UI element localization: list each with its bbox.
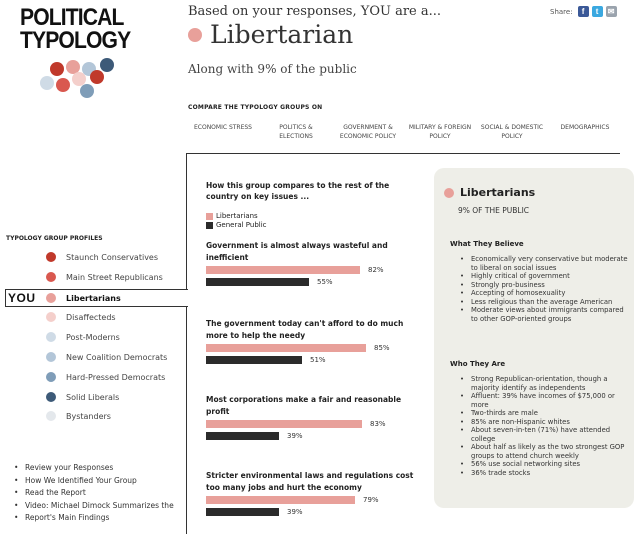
tab-label: ELECTIONS — [279, 133, 313, 140]
group-name: Libertarian — [210, 20, 354, 49]
tab-military-foreign-policy[interactable] — [406, 123, 474, 141]
bar-general-public — [206, 432, 279, 440]
believe-heading: What They Believe — [450, 240, 524, 248]
list-item: • 85% are non-Hispanic whites — [460, 418, 632, 427]
tab-label: DEMOGRAPHICS — [560, 124, 610, 131]
logo-dots — [20, 56, 130, 96]
share-bar — [550, 6, 617, 17]
list-item: • Economically very conservative but moderate to liberal on social issues — [460, 255, 632, 272]
link-how-identified[interactable]: • How We Identified Your Group — [14, 475, 174, 488]
bar-value-label: 82% — [368, 266, 384, 274]
logo-dot — [100, 58, 114, 72]
content-border — [186, 153, 187, 534]
tab-economic-stress[interactable] — [192, 123, 254, 132]
list-item: • Less religious than the average American — [460, 298, 632, 307]
profile-label: Bystanders — [66, 411, 111, 421]
you-label: YOU — [8, 291, 36, 305]
profile-label: Main Street Republicans — [66, 272, 163, 282]
profile-main-street-republicans[interactable] — [46, 269, 163, 285]
logo-dot — [90, 70, 104, 84]
tab-label: POLICY — [501, 133, 523, 140]
list-item: • Strong Republican-orientation, though a majority identify as independents — [460, 375, 632, 392]
tab-demographics[interactable] — [554, 123, 616, 132]
list-item: • 56% use social networking sites — [460, 460, 632, 469]
profile-bystanders[interactable] — [46, 408, 111, 424]
intro-text: Based on your responses, YOU are a... — [188, 4, 442, 19]
bar-libertarians — [206, 420, 362, 428]
profile-label: Disaffecteds — [66, 312, 116, 322]
profiles-heading: TYPOLOGY GROUP PROFILES — [6, 235, 103, 242]
profile-label: Solid Liberals — [66, 392, 120, 402]
content-divider — [186, 153, 620, 154]
profile-label: New Coalition Democrats — [66, 352, 168, 362]
bar-libertarians — [206, 344, 366, 352]
profile-disaffecteds[interactable] — [46, 309, 116, 325]
legend-item — [206, 221, 267, 230]
bar-value-label: 79% — [363, 496, 379, 504]
logo-dot — [50, 62, 64, 76]
panel-subtitle: 9% OF THE PUBLIC — [458, 206, 530, 215]
profile-hard-pressed-democrats[interactable] — [46, 369, 165, 385]
bar-value-label: 83% — [370, 420, 386, 428]
profile-post-moderns[interactable] — [46, 329, 120, 345]
tab-label: GOVERNMENT & — [343, 124, 393, 131]
twitter-icon[interactable]: t — [592, 6, 603, 17]
profile-dot — [46, 372, 56, 382]
panel-title-text: Libertarians — [460, 186, 536, 199]
profile-label: Staunch Conservatives — [66, 252, 159, 262]
profile-solid-liberals[interactable] — [46, 389, 119, 405]
tab-label: ECONOMIC STRESS — [193, 124, 252, 131]
public-share-text: Along with 9% of the public — [188, 62, 357, 76]
logo-dot — [40, 76, 54, 90]
legend-label: Libertarians — [216, 212, 258, 220]
profile-label: Hard-Pressed Democrats — [66, 372, 166, 382]
bar-libertarians — [206, 496, 355, 504]
logo-dot — [80, 84, 94, 98]
profile-label: Post-Moderns — [66, 332, 120, 342]
question-text: Most corporations make a fair and reasonable profit — [206, 395, 402, 416]
bar-value-label: 51% — [310, 356, 326, 364]
group-color-dot — [188, 28, 202, 42]
list-item: • Moderate views about immigrants compared to other GOP-oriented groups — [460, 306, 632, 323]
profile-dot — [46, 392, 56, 402]
who-list — [460, 375, 632, 477]
legend-item — [206, 212, 267, 221]
profile-dot — [46, 272, 56, 282]
compare-heading: COMPARE THE TYPOLOGY GROUPS ON — [188, 104, 323, 111]
profile-libertarians[interactable] — [46, 290, 121, 306]
bar-general-public — [206, 356, 302, 364]
tab-label: POLITICS & — [279, 124, 313, 131]
profile-dot — [46, 332, 56, 342]
email-icon[interactable]: ✉ — [606, 6, 617, 17]
link-video-continued[interactable]: • Report's Main Findings — [14, 512, 174, 525]
bar-general-public — [206, 278, 309, 286]
profile-dot — [46, 252, 56, 262]
profile-new-coalition-democrats[interactable] — [46, 349, 167, 365]
profile-dot — [46, 411, 56, 421]
bar-value-label: 55% — [317, 278, 333, 286]
question-text: Government is almost always wasteful and inefficient — [206, 241, 388, 262]
list-item: • Affluent: 39% have incomes of $75,000 or more — [460, 392, 632, 409]
profile-dot — [46, 312, 56, 322]
believe-list — [460, 255, 632, 323]
link-review-responses[interactable]: • Review your Responses — [14, 462, 174, 475]
bar-value-label: 39% — [287, 508, 303, 516]
group-title — [188, 20, 353, 49]
profile-dot — [46, 352, 56, 362]
question-text: Stricter environmental laws and regulations cost too many jobs and hurt the economy — [206, 471, 414, 492]
panel-title — [444, 186, 535, 199]
bar-general-public — [206, 508, 279, 516]
chart-title: How this group compares to the rest of the country on key issues ... — [206, 181, 390, 201]
tab-label: SOCIAL & DOMESTIC — [480, 124, 544, 131]
list-item: • Two-thirds are male — [460, 409, 632, 418]
legend-swatch — [206, 222, 213, 229]
list-item: • Accepting of homosexuality — [460, 289, 632, 298]
profile-staunch-conservatives[interactable] — [46, 249, 158, 265]
legend-swatch — [206, 213, 213, 220]
link-video[interactable]: • Video: Michael Dimock Summarizes the — [14, 500, 174, 513]
list-item: • About half as likely as the two strongest GOP groups to attend church weekly — [460, 443, 632, 460]
tab-label: ECONOMIC POLICY — [339, 133, 397, 140]
question-text: The government today can't afford to do much more to help the needy — [206, 319, 404, 340]
profile-label: Libertarians — [66, 293, 121, 303]
who-heading: Who They Are — [450, 360, 506, 368]
facebook-icon[interactable]: f — [578, 6, 589, 17]
chart-legend — [206, 212, 267, 230]
tab-label: POLICY — [429, 133, 451, 140]
tab-social-domestic-policy[interactable] — [478, 123, 546, 141]
tab-label: MILITARY & FOREIGN — [408, 124, 472, 131]
logo-dot — [56, 78, 70, 92]
list-item: • 36% trade stocks — [460, 469, 632, 478]
list-item: • About seven-in-ten (71%) have attended college — [460, 426, 632, 443]
bar-value-label: 39% — [287, 432, 303, 440]
resource-links — [14, 462, 174, 525]
logo — [20, 6, 130, 96]
panel-color-dot — [444, 188, 454, 198]
list-item: • Strongly pro-business — [460, 281, 632, 290]
tab-politics-elections[interactable] — [266, 123, 326, 141]
tab-government-economic-policy[interactable] — [334, 123, 402, 141]
legend-label: General Public — [216, 221, 267, 229]
profile-dot — [46, 293, 56, 303]
bar-value-label: 85% — [374, 344, 390, 352]
list-item: • Highly critical of government — [460, 272, 632, 281]
share-label: Share: — [550, 7, 573, 16]
bar-libertarians — [206, 266, 360, 274]
logo-line-1: POLITICAL — [20, 4, 124, 31]
logo-line-2: TYPOLOGY — [20, 27, 131, 54]
link-read-report[interactable]: • Read the Report — [14, 487, 174, 500]
